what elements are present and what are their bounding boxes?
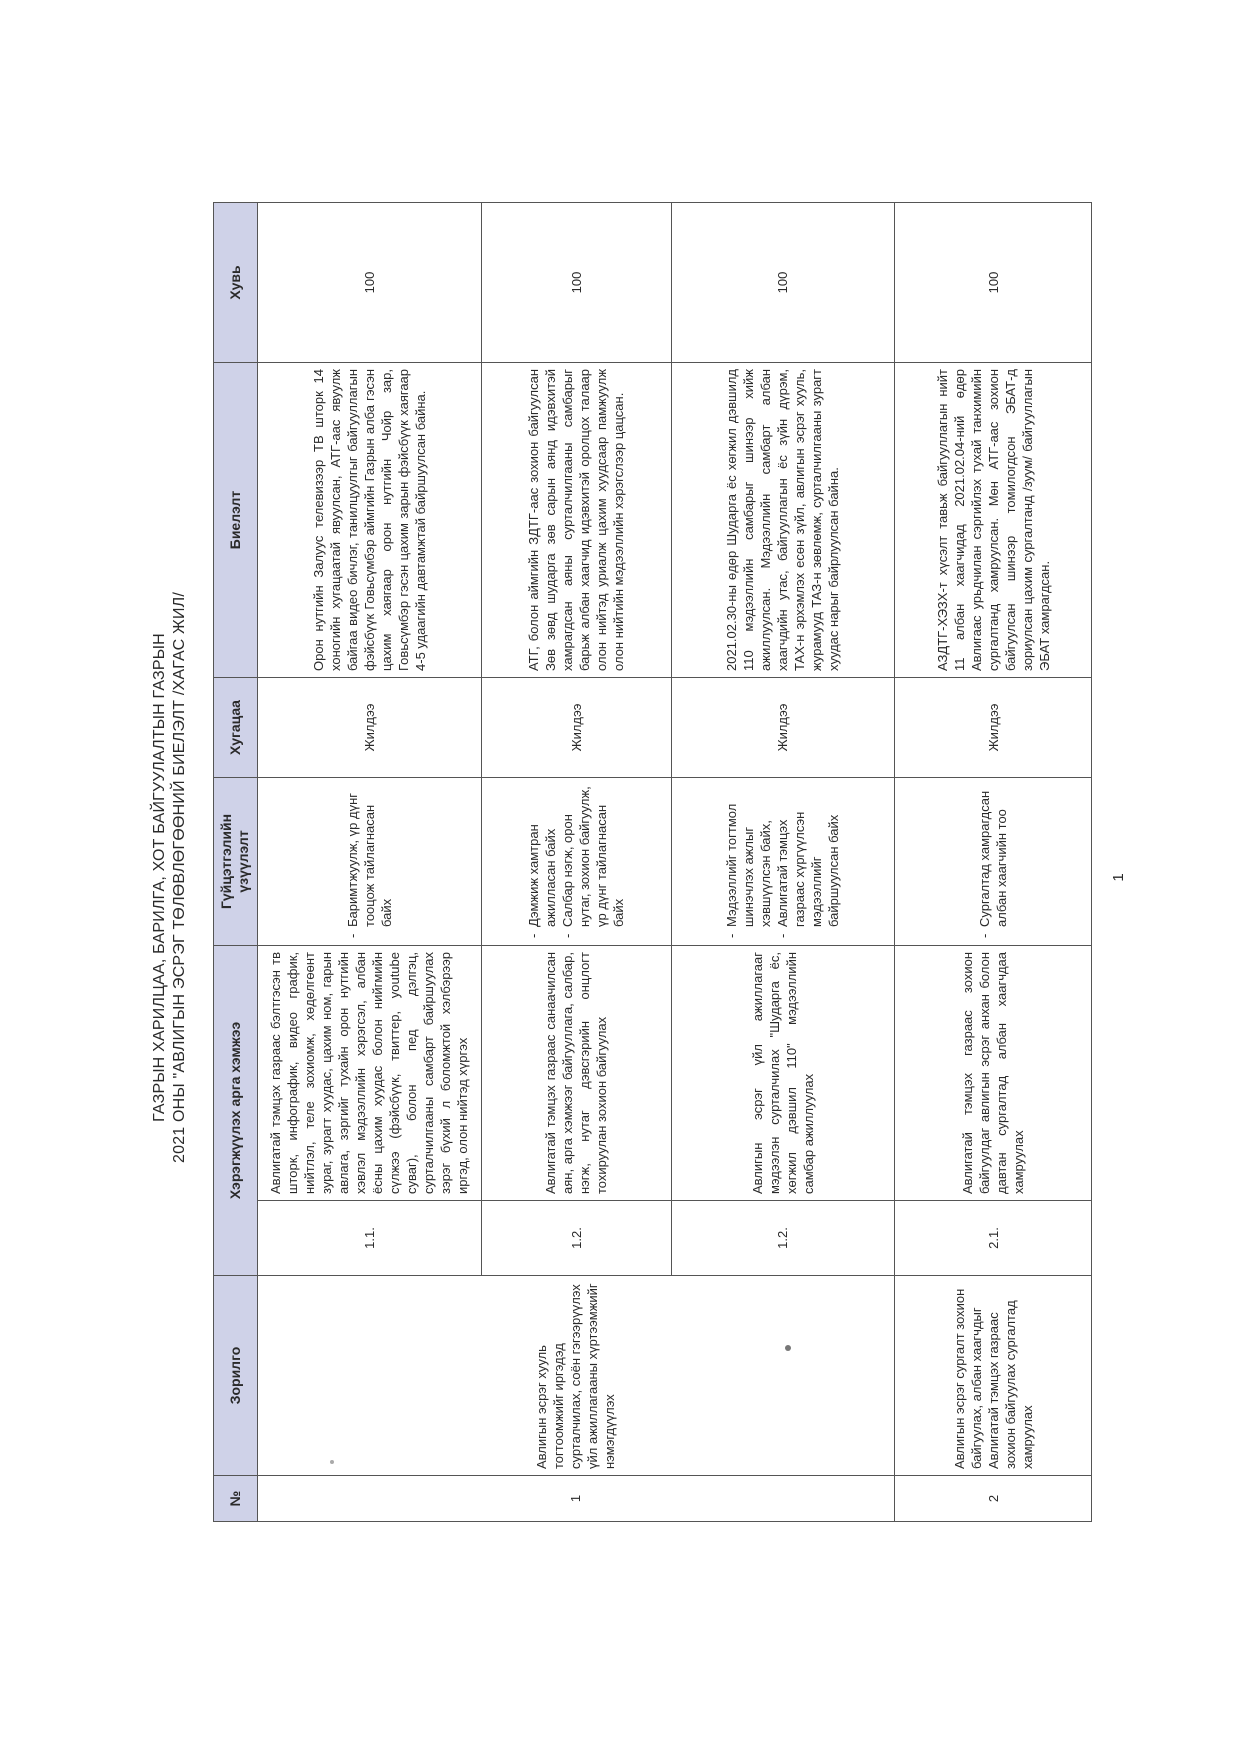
col-result: Биелэлт [214,362,258,677]
scan-speck [785,1345,791,1351]
row-measure: Авлигатай тэмцэх газраас санаачилсан аян, арга хэмжээг байгууллага, салбар, нэгж, нутаг дэвсгэрийн онцлогт тохируулан зохион байгуулах [482,945,671,1200]
row-indicator [895,777,1092,945]
col-deadline: Хугацаа [214,677,258,777]
group-num: 2 [895,1476,1092,1522]
row-measure: Авлигатай тэмцэх газраас бэлтгэсэн тв шторк, инфографик, видео график, нийтлэл, теле зохиомж, хөдөлгөөнт зураг, зурагт хуудас, цахим ном, гарын авлага, зэргийг тухайн орон нутгийн хэвлэл мэдээллийн хэрэгсэл, албан ёсны цахим хуудас болон нийгмийн сүлжээ (фэйсбүүк, твиттер, youtube суваг), болон пед дэлгэц, сурталчилгааны самбарт байршуулах зэрэг бүхий л боломжтой хэлбэрээр иргэд, олон нийтэд хүргэх [257,945,482,1200]
row-percent: 100 [671,202,894,362]
row-result: АТГ, болон аймгийн ЗДТГ-аас зохион байгуулсан Зөв зөвд шударга зөв сарын аянд идэвхитэй хамрагдсан аяны сурталчилгааны самбарыг барьж албан хаагчид идэвхитэй оролцох талаар олон нийтэд уриалж цахим хуудсаар памжуулж олон нийтийн мэдээллийн хэрэгслээр цацсан. [482,362,671,677]
group-num: 1 [257,1476,894,1522]
row-deadline: Жилдээ [671,677,894,777]
group-goal: Авлигын эсрэг сургалт зохион байгуулах, албан хаагчдыг Авлигатай тэмцэх газраас зохион байгуулах сургалтад хамруулах [895,1276,1092,1476]
row-percent: 100 [257,202,482,362]
col-percent: Хувь [214,202,258,362]
document-heading [150,0,190,1755]
group-goal: Авлигын эсрэг хууль тогтоомжийг иргэдэд сурталчилах, соён гэгээрүүлэх үйл ажиллагааны хүртээмжийг нэмэгдүүлэх [257,1276,894,1476]
indicator-item: - Сургалтад хамрагдсан албан хаагчийн тоо [976,784,1010,927]
header-row [214,202,258,1521]
col-goal: Зорилго [214,1276,258,1476]
row-percent: 100 [482,202,671,362]
table-row [895,202,1092,1521]
heading-line-1: ГАЗРЫН ХАРИЛЦАА, БАРИЛГА, ХОТ БАЙГУУЛАЛТЫН ГАЗРЫН [151,633,168,1122]
col-measure: Хэрэгжүүлэх арга хэмжээ [214,945,258,1275]
indicator-item: - Салбар нэгж, орон нутаг, зохион байгуулж, үр дүнг тайлагнасан байх [559,784,627,927]
row-deadline: Жилдээ [257,677,482,777]
scan-speck [330,1460,334,1464]
row-result: 2021.02.30-ны өдөр Шударга ёс хөгжил дэвшилд 110 мэдээллийн самбарыг шинээр хийж ажиллуулсан. Мэдээллийн самбарт албан хаагчдийн утас, байгууллагын ёс зүйн дүрэм, ТАХ-н эрхэмлэх есөн зүйл, авлигын эсрэг хууль, журамууд ТАЗ-н зөвлөмж, сурталчилгааны зурагт хуудас нарыг байрлуулсан байна. [671,362,894,677]
row-measure: Авлигын эсрэг үйл ажиллагааг мэдээлэн сурталчилах "Шударга ёс, хөгжил дэвшил 110" мэдээллийн самбар ажиллуулах [671,945,894,1200]
row-indicator [671,777,894,945]
heading-line-2: 2021 ОНЫ "АВЛИГЫН ЭСРЭГ ТӨЛӨВЛӨГӨӨНИЙ БИЕЛЭЛТ /ХАГАС ЖИЛ/ [171,592,188,1163]
row-result: Орон нутгийн Залуус телевизээр ТВ шторк 14 хоногийн хугацаатай явуулсан, АТГ-аас явуулж байгаа видео бичлэг, танилцуулгыг байгууллагын фэйсбүүк Говьсүмбэр аймгийн Газрын алба гэсэн цахим хаягаар орон нутгийн Чойр зар, Говьсүмбэр гэсэн цахим зарын фэйсбүүк хаягаар 4-5 удаагийн давтамжтай байршуулсан байна. [257,362,482,677]
col-num: № [214,1476,258,1522]
table-row [257,202,482,1521]
plan-table [213,202,1092,1522]
row-indicator [257,777,482,945]
row-code: 2.1. [895,1201,1092,1276]
indicator-item: - Авлигатай тэмцэх газраас хүргүүлсэн мэдээллийг байршуулсан байх [774,784,842,927]
row-code: 1.1. [257,1201,482,1276]
row-result: АЗДТГ-ХЭЗХ-т хүсэлт тавьж байгууллагын нийт 11 албан хаагчидад 2021.02.04-ний өдөр Авлигаас урьдчилан сэргийлэх тухай танхимийн сургалтанд хамруулсан. Мөн АТГ-аас зохион байгуулсан шинээр томилогдсон ЭБАТ-д зориулсан цахим сургалтанд /зуум/ байгууллагын ЭБАТ хамрагдсан. [895,362,1092,677]
indicator-item: - Баримтжуулж, үр дүнг тооцож тайлагнасан байх [344,784,395,927]
row-deadline: Жилдээ [482,677,671,777]
col-indicator: Гүйцэтгэлийн үзүүлэлт [214,777,258,945]
row-percent: 100 [895,202,1092,362]
indicator-item: - Мэдээллийг тогтмол шинэчлэх ажлыг хэвшүүлсэн байх, [723,784,774,927]
indicator-item: - Дэмжиж хамтран ажилласан байх [525,784,559,927]
row-deadline: Жилдээ [895,677,1092,777]
page-number: 1 [1110,873,1127,882]
row-code: 1.2. [482,1201,671,1276]
row-measure: Авлигатай тэмцэх газраас зохион байгуулдаг авлигын эсрэг анхан болон давтан сургалтад албан хаагчдаа хамруулах [895,945,1092,1200]
row-indicator [482,777,671,945]
row-code: 1.2. [671,1201,894,1276]
